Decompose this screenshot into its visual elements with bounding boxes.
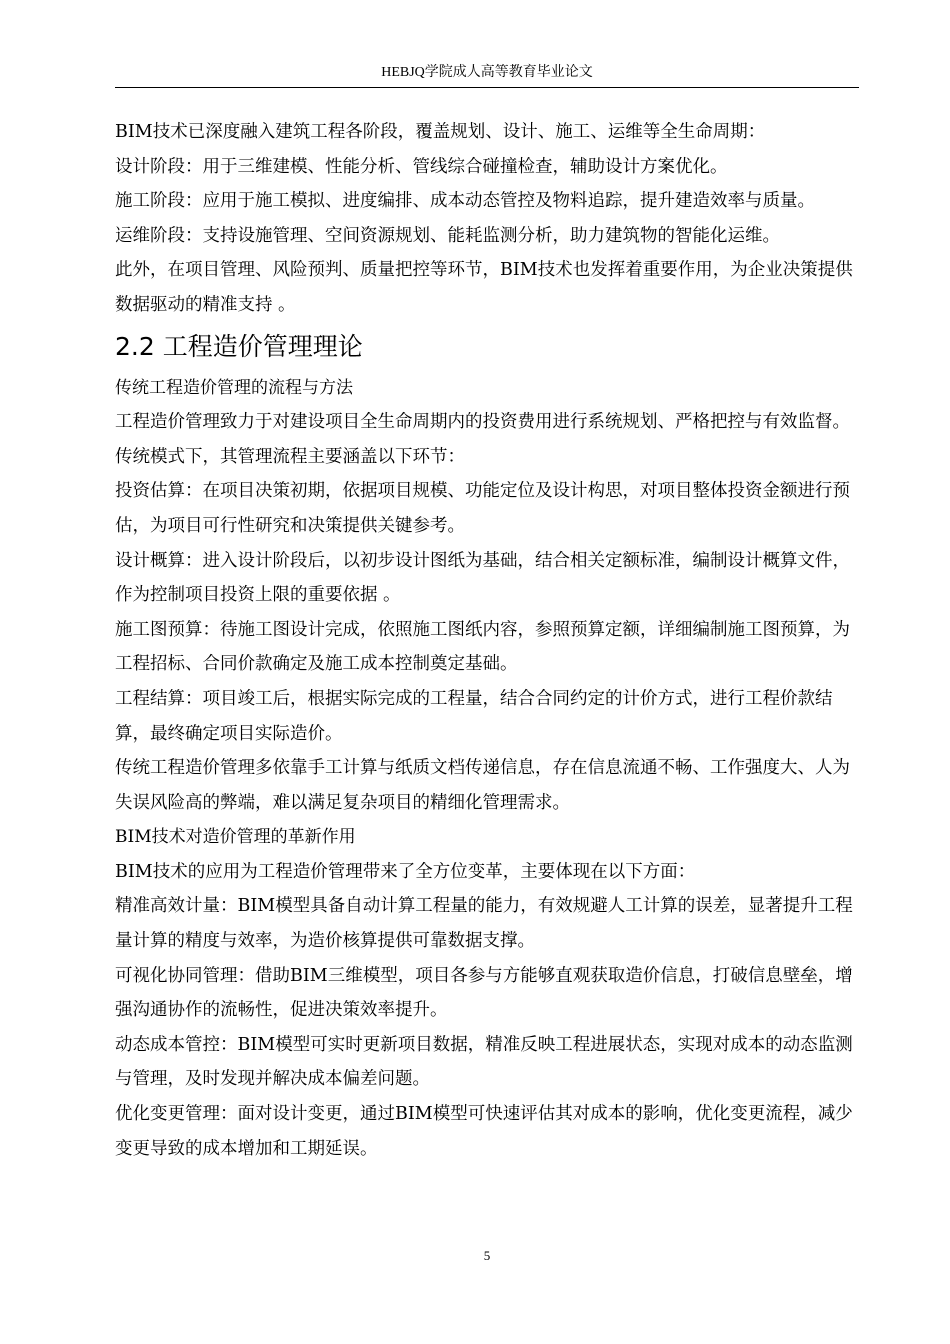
header-rule <box>115 87 859 88</box>
paragraph-bim-transformation: BIM技术的应用为工程造价管理带来了全方位变革，主要体现在以下方面： <box>115 861 696 882</box>
paragraph-precise-measurement: 精准高效计量：BIM模型具备自动计算工程量的能力，有效规避人工计算的误差，显著提升工程量计算的精度与效率，为造价核算提供可靠数据支撑。 <box>115 896 853 952</box>
paragraph-other-roles: 此外，在项目管理、风险预判、质量把控等环节，BIM技术也发挥着重要作用，为企业决策提供数据驱动的精准支持 。 <box>115 260 853 315</box>
paragraph-design-budget: 设计概算：进入设计阶段后，以初步设计图纸为基础，结合相关定额标准，编制设计概算文件，作为控制项目投资上限的重要依据 。 <box>115 550 850 606</box>
paragraph-construction-stage: 施工阶段：应用于施工模拟、进度编排、成本动态管控及物料追踪，提升建造效率与质量。 <box>115 191 815 212</box>
paragraph-investment-estimate: 投资估算：在项目决策初期，依据项目规模、功能定位及设计构思，对项目整体投资金额进行预估，为项目可行性研究和决策提供关键参考。 <box>115 481 850 536</box>
paragraph-final-settlement: 工程结算：项目竣工后，根据实际完成的工程量，结合合同约定的计价方式，进行工程价款结算，最终确定项目实际造价。 <box>115 688 833 744</box>
subheading-traditional-process: 传统工程造价管理的流程与方法 <box>115 377 353 398</box>
paragraph-cost-management-overview: 工程造价管理致力于对建设项目全生命周期内的投资费用进行系统规划、严格把控与有效监督。传统模式下，其管理流程主要涵盖以下环节： <box>115 412 850 467</box>
paragraph-traditional-drawbacks: 传统工程造价管理多依靠手工计算与纸质文档传递信息，存在信息流通不畅、工作强度大、人为失误风险高的弊端，难以满足复杂项目的精细化管理需求。 <box>115 758 850 813</box>
paragraph-bim-lifecycle-intro: BIM技术已深度融入建筑工程各阶段，覆盖规划、设计、施工、运维等全生命周期： <box>115 122 766 142</box>
page-number: 5 <box>483 1248 491 1263</box>
paragraph-design-stage: 设计阶段：用于三维建模、性能分析、管线综合碰撞检查，辅助设计方案优化。 <box>115 156 728 177</box>
paragraph-dynamic-cost-control: 动态成本管控：BIM模型可实时更新项目数据，精准反映工程进展状态，实现对成本的动态监测与管理，及时发现并解决成本偏差问题。 <box>115 1034 853 1090</box>
paragraph-construction-drawing-budget: 施工图预算：待施工图设计完成，依照施工图纸内容，参照预算定额，详细编制施工图预算，为工程招标、合同价款确定及施工成本控制奠定基础。 <box>115 619 850 675</box>
subheading-bim-innovation: BIM技术对造价管理的革新作用 <box>115 827 356 848</box>
page-body <box>115 115 859 1166</box>
section-heading: 2.2 工程造价管理理论 <box>115 331 363 361</box>
paragraph-change-management: 优化变更管理：面对设计变更，通过BIM模型可快速评估其对成本的影响，优化变更流程，减少变更导致的成本增加和工期延误。 <box>115 1104 853 1159</box>
running-header: HEBJQ学院成人高等教育毕业论文 <box>381 65 593 80</box>
paragraph-operation-stage: 运维阶段：支持设施管理、空间资源规划、能耗监测分析，助力建筑物的智能化运维。 <box>115 225 780 246</box>
paragraph-visual-collaboration: 可视化协同管理：借助BIM三维模型，项目各参与方能够直观获取造价信息，打破信息壁垒，增强沟通协作的流畅性，促进决策效率提升。 <box>115 965 853 1021</box>
